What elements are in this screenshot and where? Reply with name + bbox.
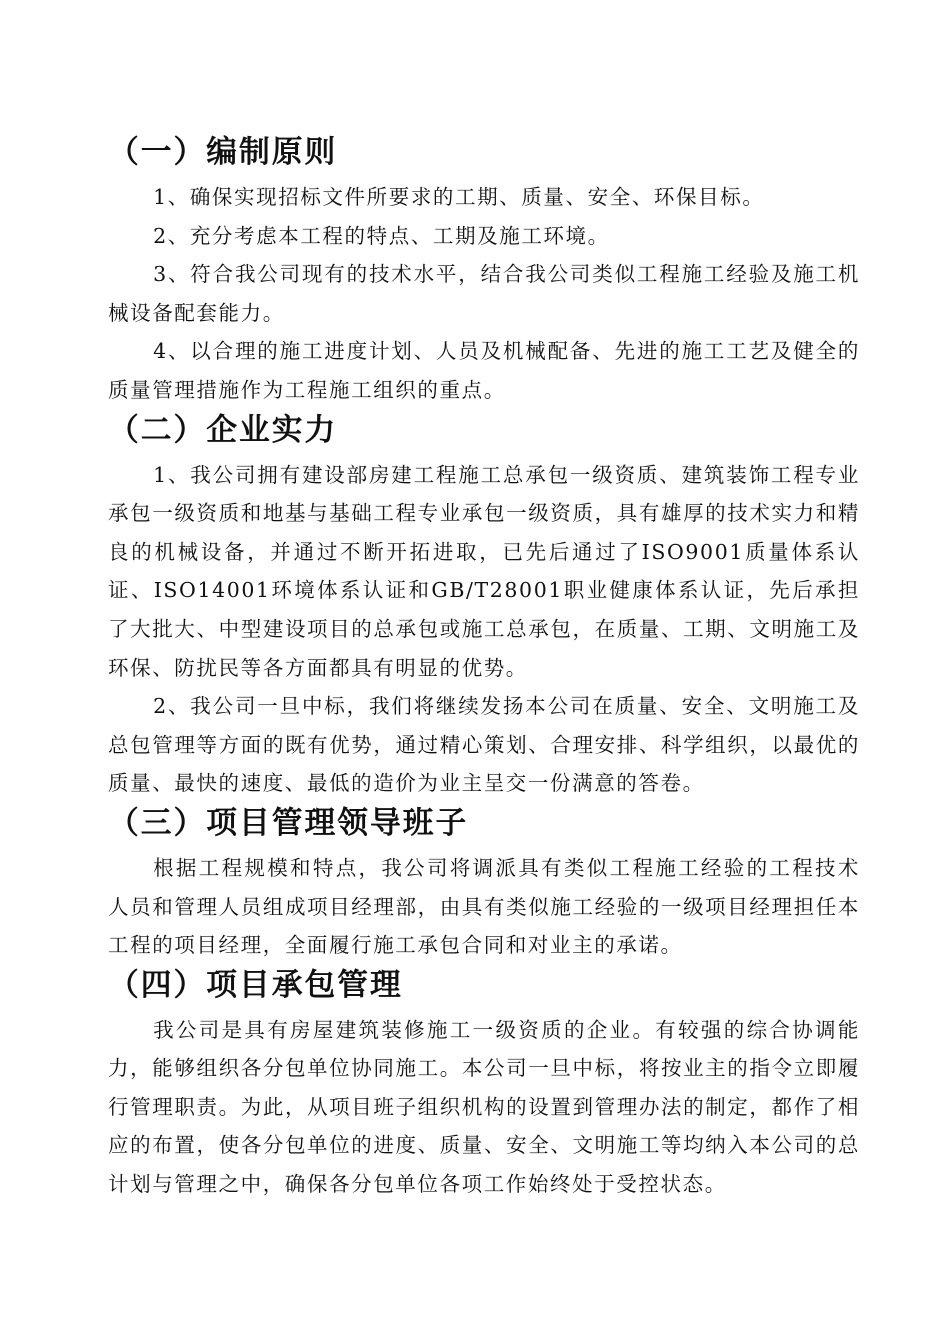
section-heading-1: （一）编制原则	[108, 134, 338, 170]
paragraph: 2、充分考虑本工程的特点、工期及施工环境。	[153, 223, 610, 248]
paragraph: 4、以合理的施工进度计划、人员及机械配备、先进的施工工艺及健全的质量管理措施作为工程施工组织的重点。	[108, 339, 860, 402]
paragraph: 根据工程规模和特点，我公司将调派具有类似工程施工经验的工程技术人员和管理人员组成项目经理部，由具有类似施工经验的一级项目经理担任本工程的项目经理，全面履行施工承包合同和对业主的承诺。	[108, 855, 860, 958]
section-heading-4: （四）项目承包管理	[108, 966, 403, 1003]
section-heading-3: （三）项目管理领导班子	[108, 804, 469, 841]
document-page	[108, 132, 860, 1204]
section-heading-2: （二）企业实力	[108, 411, 338, 448]
paragraph: 1、我公司拥有建设部房建工程施工总承包一级资质、建筑装饰工程专业承包一级资质和地基与基础工程专业承包一级资质，具有雄厚的技术实力和精良的机械设备，并通过不断开拓进取，已先后通过了ISO9001质量体系认证、ISO14001环境体系认证和GB/T28001职业健康体系认证，先后承担了大批大、中型建设项目的总承包或施工总承包，在质量、工期、文明施工及环保、防扰民等各方面都具有明显的优势。	[108, 462, 860, 680]
paragraph: 2、我公司一旦中标，我们将继续发扬本公司在质量、安全、文明施工及总包管理等方面的既有优势，通过精心策划、合理安排、科学组织，以最优的质量、最快的速度、最低的造价为业主呈交一份满意的答卷。	[108, 694, 860, 796]
paragraph: 3、符合我公司现有的技术水平，结合我公司类似工程施工经验及施工机械设备配套能力。	[108, 262, 860, 325]
paragraph: 我公司是具有房屋建筑装修施工一级资质的企业。有较强的综合协调能力，能够组织各分包单位协同施工。本公司一旦中标，将按业主的指令立即履行管理职责。为此，从项目班子组织机构的设置到管理办法的制定，都作了相应的布置，使各分包单位的进度、质量、安全、文明施工等均纳入本公司的总计划与管理之中，确保各分包单位各项工作始终处于受控状态。	[108, 1017, 860, 1197]
paragraph: 1、确保实现招标文件所要求的工期、质量、安全、环保目标。	[153, 185, 765, 209]
